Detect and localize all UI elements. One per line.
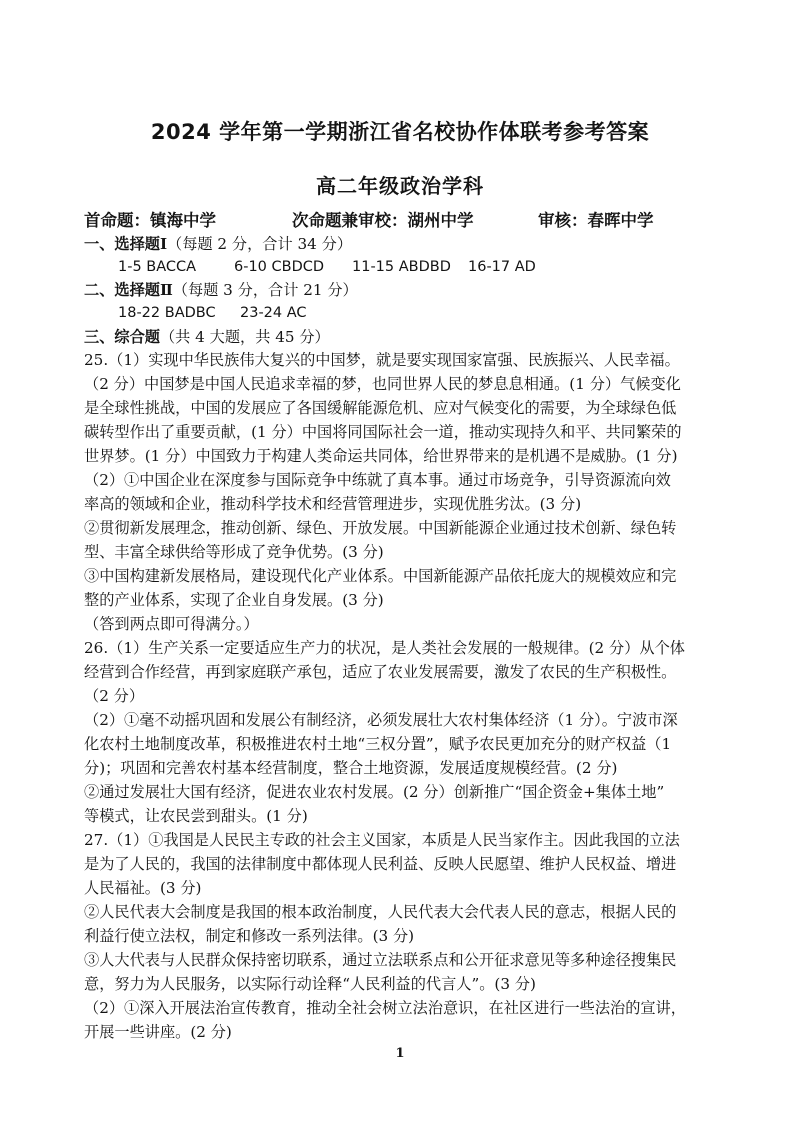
answer-line: 世界梦。(1 分）中国致力于构建人类命运共同体，给世界带来的是机遇不是威胁。(1 分): [84, 447, 678, 465]
answer-line: 是为了人民的，我国的法律制度中都体现人民利益、反映人民愿望、维护人民权益、增进: [84, 855, 677, 873]
answer-key-18-22: 18-22 BADBC: [118, 305, 216, 321]
answer-key-1-5: 1-5 BACCA: [118, 259, 197, 275]
answer-line: 25.（1）实现中华民族伟大复兴的中国梦，就是要实现国家富强、民族振兴、人民幸福。: [84, 351, 680, 369]
answer-line: （2）①中国企业在深度参与国际竞争中练就了真本事。通过市场竞争，引导资源流向效: [84, 471, 671, 489]
answer-key-16-17: 16-17 AD: [468, 259, 536, 275]
section3-note: （共 4 大题，共 45 分）: [159, 328, 330, 346]
answer-line: 整的产业体系，实现了企业自身发展。(3 分): [84, 591, 384, 609]
answer-line: 人民福祉。(3 分): [84, 879, 202, 897]
page-number: 1: [395, 1046, 405, 1061]
section2-header: [84, 280, 358, 300]
answer-line: 经营到合作经营，再到家庭联产承包，适应了农业发展需要，激发了农民的生产积极性。: [84, 663, 677, 681]
answer-line: （2 分）中国梦是中国人民追求幸福的梦，也同世界人民的梦息息相通。(1 分）气候变化: [84, 375, 681, 393]
answer-key-6-10: 6-10 CBDCD: [234, 259, 325, 275]
answer-line: ③人大代表与人民群众保持密切联系，通过立法联系点和公开征求意见等多种途径搜集民: [84, 951, 677, 969]
answer-line: 开展一些讲座。(2 分): [84, 1023, 232, 1041]
answer-line: 碳转型作出了重要贡献，(1 分）中国将同国际社会一道，推动实现持久和平、共同繁荣的: [84, 423, 682, 441]
answer-line: 型、丰富全球供给等形成了竞争优势。(3 分): [84, 543, 384, 561]
document-subtitle: 高二年级政治学科: [316, 174, 484, 198]
answer-line: 化农村土地制度改革，积极推进农村土地“三权分置”，赋予农民更加充分的财产权益（1: [84, 735, 672, 753]
section1-note: （每题 2 分，合计 34 分）: [167, 235, 353, 253]
answer-line: 等模式，让农民尝到甜头。(1 分): [84, 807, 308, 825]
answer-line: 26.（1）生产关系一定要适应生产力的状况，是人类社会发展的一般规律。(2 分）从个体: [84, 639, 685, 657]
answer-line: 是全球性挑战，中国的发展应了各国缓解能源危机、应对气候变化的需要，为全球绿色低: [84, 399, 677, 417]
second-setter-reviewer: 次命题兼审校：湖州中学: [292, 211, 474, 230]
answer-line: ②通过发展壮大国有经济，促进农业农村发展。(2 分）创新推广“国企资金+集体土地”: [84, 783, 665, 801]
answer-key-11-15: 11-15 ABDBD: [352, 259, 451, 275]
first-setter: 首命题：镇海中学: [84, 211, 216, 230]
answer-line: （2）①毫不动摇巩固和发展公有制经济，必须发展壮大农村集体经济（1 分）。宁波市深: [84, 711, 678, 729]
section3-heading: 三、综合题: [84, 328, 160, 346]
answer-line: 率高的领域和企业，推动科学技术和经营管理进步，实现优胜劣汰。(3 分): [84, 495, 582, 513]
answer-key-23-24: 23-24 AC: [240, 305, 307, 321]
section1-header: [84, 234, 352, 254]
final-reviewer: 审核：春晖中学: [538, 211, 654, 230]
section2-note: （每题 3 分，合计 21 分）: [172, 281, 358, 299]
answer-line: ②贯彻新发展理念，推动创新、绿色、开放发展。中国新能源企业通过技术创新、绿色转: [84, 519, 677, 537]
answer-line: （答到两点即可得满分。）: [84, 615, 259, 633]
answer-line: 意，努力为人民服务，以实际行动诠释“人民利益的代言人”。(3 分): [84, 975, 536, 993]
answer-line: （2）①深入开展法治宣传教育，推动全社会树立法治意识，在社区进行一些法治的宣讲，: [84, 999, 686, 1017]
section3-header: [84, 327, 330, 347]
answer-line: 利益行使立法权，制定和修改一系列法律。(3 分): [84, 927, 415, 945]
answer-line: ②人民代表大会制度是我国的根本政治制度，人民代表大会代表人民的意志，根据人民的: [84, 903, 677, 921]
answer-line: （2 分）: [84, 687, 145, 705]
section2-heading: 二、选择题Ⅱ: [84, 281, 173, 299]
answer-line: ③中国构建新发展格局，建设现代化产业体系。中国新能源产品依托庞大的规模效应和完: [84, 567, 677, 585]
answer-line: 分)；巩固和完善农村基本经营制度，整合土地资源，发展适度规模经营。(2 分): [84, 759, 618, 777]
answer-line: 27.（1）①我国是人民民主专政的社会主义国家，本质是人民当家作主。因此我国的立法: [84, 831, 680, 849]
section1-heading: 一、选择题Ⅰ: [84, 235, 168, 253]
document-title: 2024 学年第一学期浙江省名校协作体联考参考答案: [150, 120, 650, 144]
